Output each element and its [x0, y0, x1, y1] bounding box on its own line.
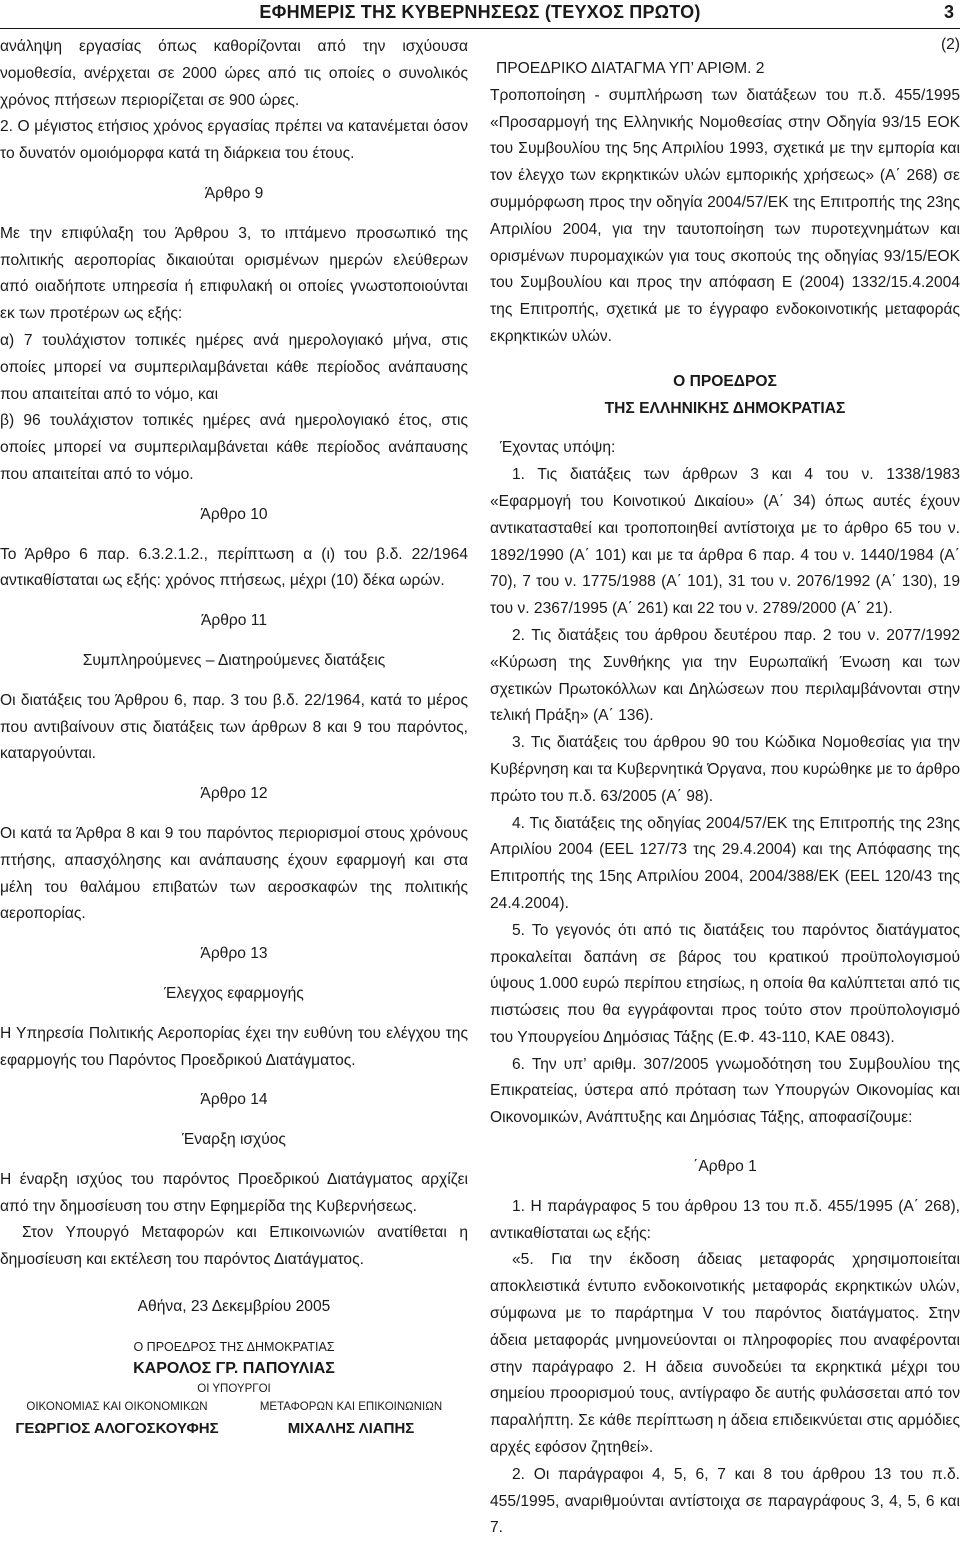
signatory-role: Ο ΠΡΟΕΔΡΟΣ ΤΗΣ ΔΗΜΟΚΡΑΤΙΑΣ [133, 1339, 335, 1354]
decree-title: ΠΡΟΕΔΡΙΚΟ ΔΙΑΤΑΓΜΑ ΥΠ’ ΑΡΙΘΜ. 2 [496, 60, 765, 77]
signature-block [0, 1337, 468, 1441]
president-heading: Ο ΠΡΟΕΔΡΟΣ [673, 372, 777, 390]
article-heading: Άρθρο 10 [200, 505, 268, 523]
paragraph: Η έναρξη ισχύος του παρόντος Προεδρικού Διατάγματος αρχίζει από την δημοσίευση του στην Εφημερίδα της Κυβερνήσεως. [0, 1170, 468, 1215]
left-column [0, 34, 468, 1441]
paragraph: Οι κατά τα Άρθρα 8 και 9 του παρόντος περιορισμοί στους χρόνους πτήσης, απασχόλησης και ανάπαυσης έχουν εφαρμογή και στα μέλη του θαλάμου επιβατών των αεροσκαφών της πολιτικής αεροπορίας. [0, 824, 468, 923]
article-heading: ΄Αρθρο 1 [693, 1158, 757, 1176]
right-column [490, 34, 960, 1542]
ministers-label: ΟΙ ΥΠΟΥΡΓΟΙ [197, 1382, 271, 1395]
paragraph: ανάληψη εργασίας όπως καθορίζονται από την ισχύουσα νομοθεσία, ανέρχεται σε 2000 ώρες από τις οποίες ο συνολικός χρόνος πτήσεων περιορίζεται σε 900 ώρες. [0, 38, 468, 109]
paragraph: Με την επιφύλαξη του Άρθρου 3, το ιπτάμενο προσωπικό της πολιτικής αεροπορίας δικαιούται ορισμένων ημερών ελεύθερων από οιαδήποτε υπηρεσία ή επιφυλακή οι οποίες γνωστοποιούνται εκ των προτέρων ως εξής: [0, 224, 468, 323]
paragraph: Στον Υπουργό Μεταφορών και Επικοινωνιών ανατίθεται η δημοσίευση και εκτέλεση του παρόντος Διατάγματος. [0, 1224, 468, 1269]
paragraph: α) 7 τουλάχιστον τοπικές ημέρες ανά ημερολογιακό μήνα, στις οποίες μπορεί να συμπεριλαμβάνεται κάθε περίοδος ανάπαυσης που απαιτείται από το νόμο, και [0, 331, 468, 403]
paragraph: 2. Οι παράγραφοι 4, 5, 6, 7 και 8 του άρθρου 13 του π.δ. 455/1995, αναριθμούνται αντίστοιχα σε παραγράφους 3, 4, 5, 6 και 7. [490, 1465, 960, 1537]
article-subheading: Έλεγχος εφαρμογής [164, 984, 304, 1002]
minister-block [234, 1397, 468, 1441]
preamble-item: 6. Την υπ’ αριθμ. 307/2005 γνωμοδότηση του Συμβουλίου της Επικρατείας, ύστερα από πρόταση των Υπουργών Οικονομίας και Οικονομικών, Ανάπτυξης και Δημόσιας Τάξης, αποφασίζουμε: [490, 1055, 960, 1127]
paragraph: Το Άρθρο 6 παρ. 6.3.2.1.2., περίπτωση α (ι) του β.δ. 22/1964 αντικαθίσταται ως εξής: χρόνος πτήσεως, μέχρι (10) δέκα ωρών. [0, 545, 468, 590]
page-header [0, 0, 960, 29]
preamble-item: 3. Τις διατάξεις του άρθρου 90 του Κώδικα Νομοθεσίας για την Κυβέρνηση και τα Κυβερνητικά Όργανα, που κυρώθηκε με το άρθρο πρώτο του π.δ. 63/2005 (Α΄ 98). [490, 734, 960, 805]
paragraph: «5. Για την έκδοση άδειας μεταφοράς χρησιμοποιείται αποκλειστικά έντυπο ενδοκοινοτικής μεταφοράς εκρηκτικών υλών, σύμφωνα με το παράρτημα V του παρόντος διατάγματος. Στην άδεια μεταφοράς μνημονεύονται οι πληροφορίες που αναφέρονται στην παράγραφο 2. Η άδεια συνοδεύει τα εκρηκτικά μέχρι του σημείου προορισμού τους, αντίγραφο δε αυτής φυλάσσεται από τον παραλήπτη. Σε κάθε περίπτωση η άδεια επιδεικνύεται στις αρμόδιες αρχές εφόσον ζητηθεί». [490, 1251, 960, 1457]
article-heading: Άρθρο 9 [204, 184, 264, 202]
paragraph: β) 96 τουλάχιστον τοπικές ημέρες ανά ημερολογιακό έτος, στις οποίες μπορεί να συμπεριλαμβάνεται κάθε περίοδος ανάπαυσης που απαιτείται από το νόμο. [0, 412, 468, 483]
preamble-item: 4. Τις διατάξεις της οδηγίας 2004/57/ΕΚ της Επιτροπής της 23ης Απριλίου 2004 (EEL 127/73 της 29.4.2004) και της Απόφασης της Επιτροπής της 15ης Απριλίου 2004, 2004/388/ΕΚ (EEL 120/43 της 24.4.2004). [490, 814, 960, 912]
article-heading: Άρθρο 12 [200, 785, 268, 803]
signatory-name: ΚΑΡΟΛΟΣ ΓΡ. ΠΑΠΟΥΛΙΑΣ [133, 1359, 335, 1377]
document-marker: (2) [940, 36, 960, 53]
minister-block [0, 1397, 234, 1441]
article-subheading: Έναρξη ισχύος [182, 1131, 286, 1149]
gazette-title: ΕΦΗΜΕΡΙΣ ΤΗΣ ΚΥΒΕΡΝΗΣΕΩΣ (ΤΕΥΧΟΣ ΠΡΩΤΟ) [259, 2, 701, 22]
ministers-row [0, 1397, 468, 1441]
page-number: 3 [943, 2, 954, 22]
paragraph: Η Υπηρεσία Πολιτικής Αεροπορίας έχει την ευθύνη του ελέγχου της εφαρμογής του Παρόντος Προεδρικού Διατάγματος. [0, 1024, 468, 1069]
article-heading: Άρθρο 14 [200, 1091, 268, 1109]
place-date: Αθήνα, 23 Δεκεμβρίου 2005 [137, 1298, 331, 1316]
paragraph: Οι διατάξεις του Άρθρου 6, παρ. 3 του β.δ. 22/1964, κατά το μέρος που αντιβαίνουν στις διατάξεις των άρθρων 8 και 9 του παρόντος, καταργούνται. [0, 691, 468, 763]
minister-role: ΟΙΚΟΝΟΜΙΑΣ ΚΑΙ ΟΙΚΟΝΟΜΙΚΩΝ [26, 1400, 208, 1413]
minister-name: ΜΙΧΑΛΗΣ ΛΙΑΠΗΣ [287, 1419, 415, 1437]
preamble-item: 5. Το γεγονός ότι από τις διατάξεις του παρόντος διατάγματος προκαλείται δαπάνη σε βάρος του κρατικού προϋπολογισμού ύψους 1.000 ευρώ περίπου ετησίως, η οποία θα καλύπτεται από τις πιστώσεις που θα εγγράφονται προς τούτο στον προϋπολογισμό του Υπουργείου Δημόσιας Τάξης (Ε.Φ. 43-110, ΚΑΕ 0843). [490, 921, 960, 1046]
preamble-item: 2. Τις διατάξεις του άρθρου δευτέρου παρ. 2 του ν. 2077/1992 «Κύρωση της Συνθήκης για την Ευρωπαϊκή Ένωση και των σχετικών Πρωτοκόλλων και Δηλώσεων που περιλαμβάνονται στην τελική Πράξη» (Α΄ 136). [490, 626, 960, 725]
article-subheading: Συμπληρούμενες – Διατηρούμενες διατάξεις [82, 651, 386, 669]
paragraph: 1. Η παράγραφος 5 του άρθρου 13 του π.δ. 455/1995 (Α΄ 268), αντικαθίσταται ως εξής: [490, 1197, 960, 1242]
preamble-intro: Έχοντας υπόψη: [500, 439, 616, 457]
president-heading-line2: ΤΗΣ ΕΛΛΗΝΙΚΗΣ ΔΗΜΟΚΡΑΤΙΑΣ [604, 399, 846, 417]
article-heading: Άρθρο 11 [200, 612, 267, 630]
preamble-item: 1. Τις διατάξεις των άρθρων 3 και 4 του ν. 1338/1983 «Εφαρμογή του Κοινοτικού Δικαίου» (Α΄ 34) όπως αυτές έχουν αντικατασταθεί και τροποποιηθεί αντίστοιχα με το άρθρο 65 του ν. 1892/1990 (Α΄ 101) και με τα άρθρα 6 παρ. 4 του ν. 1440/1984 (Α΄ 70), 7 του ν. 1775/1988 (Α΄ 101), 31 του ν. 2076/1992 (Α΄ 130), 19 του ν. 2367/1995 (Α΄ 261) και 22 του ν. 2789/2000 (Α΄ 21). [490, 466, 960, 618]
minister-role: ΜΕΤΑΦΟΡΩΝ ΚΑΙ ΕΠΙΚΟΙΝΩΝΙΩΝ [259, 1400, 443, 1413]
article-heading: Άρθρο 13 [200, 945, 268, 963]
paragraph: 2. Ο μέγιστος ετήσιος χρόνος εργασίας πρέπει να κατανέμεται όσον το δυνατόν ομοιόμορφα κατά τη διάρκεια του έτους. [0, 118, 468, 163]
decree-description: Τροποποίηση - συμπλήρωση των διατάξεων του π.δ. 455/1995 «Προσαρμογή της Ελληνικής Νομοθεσίας στην Οδηγία 93/15 ΕΟΚ του Συμβουλίου της 5ης Απριλίου 1993, σχετικά με την εμπορία και τον έλεγχο των εκρηκτικών υλών εμπορικής χρήσεως» (Α΄ 268) σε συμμόρφωση προς την οδηγία 2004/57/ΕΚ της Επιτροπής της 23ης Απριλίου 2004, για την ταυτοποίηση των πυροτεχνημάτων και ορισμένων πυρομαχικών για τους σκοπούς της οδηγίας 93/15/ΕΟΚ του Συμβουλίου και προς την απόφαση Ε (2004) 1332/15.4.2004 της Επιτροπής, σχετικά με το έγγραφο ενδοκοινοτικής μεταφοράς εκρηκτικών υλών. [490, 86, 960, 345]
minister-name: ΓΕΩΡΓΙΟΣ ΑΛΟΓΟΣΚΟΥΦΗΣ [15, 1419, 219, 1437]
